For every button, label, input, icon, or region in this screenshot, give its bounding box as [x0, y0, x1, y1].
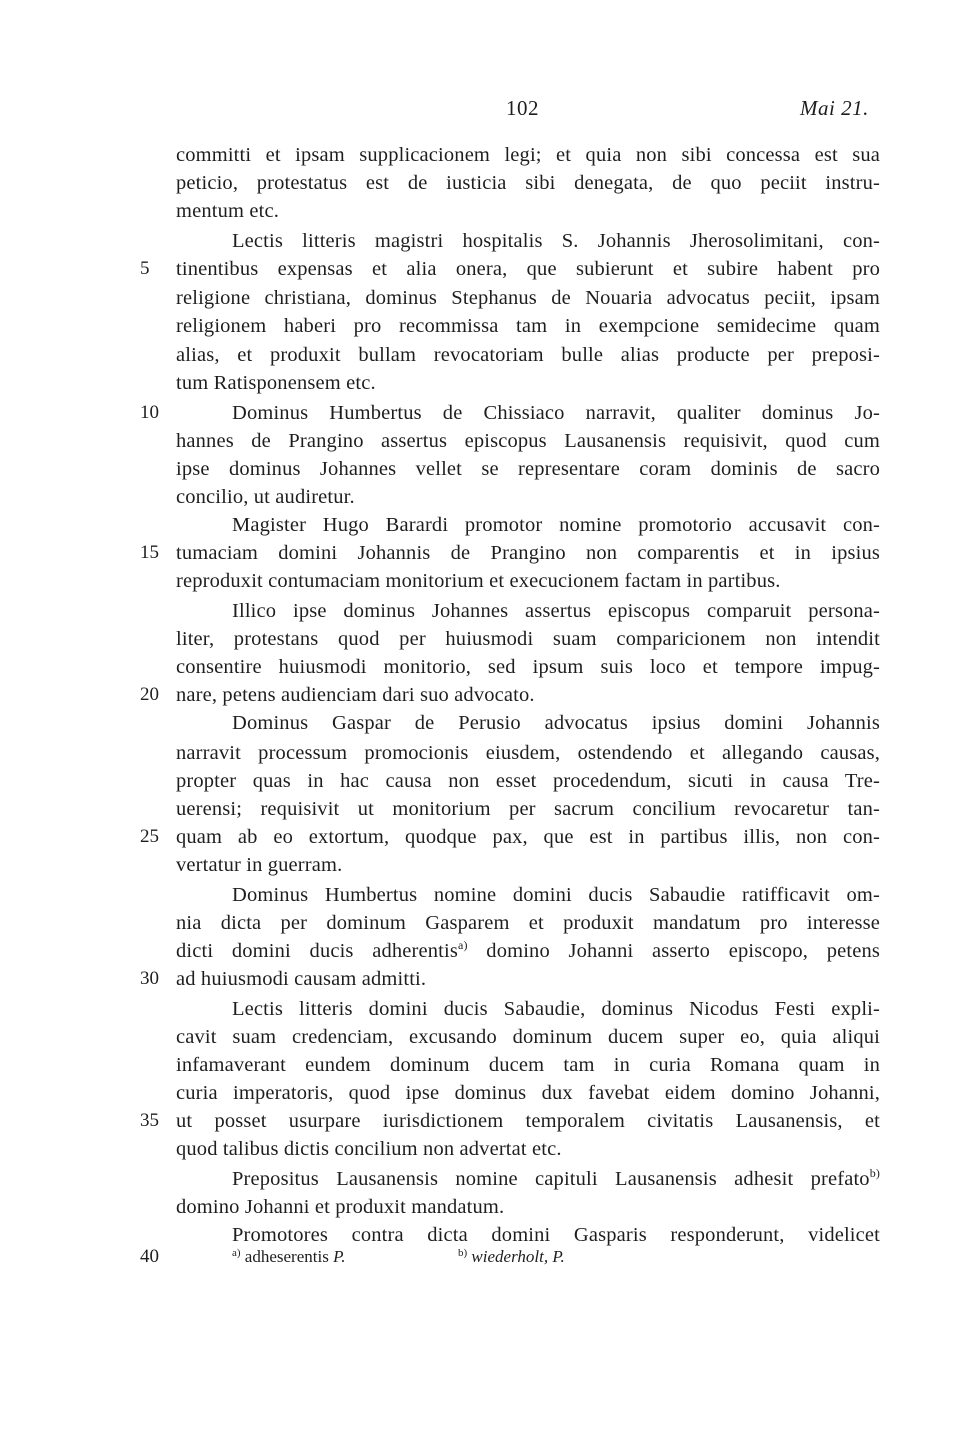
- line-text: vertatur in guerram.: [176, 854, 343, 876]
- text-line: [232, 400, 880, 426]
- line-text: propter quas in hac causa non esset procedendum, sicuti in causa Tre-: [176, 770, 880, 792]
- footnote-a-siglum: P.: [333, 1247, 346, 1266]
- text-line: [232, 512, 880, 538]
- line-text: infamaverant eundem dominum ducem tam in curia Romana quam in: [176, 1054, 880, 1076]
- footnote-a-text: adheserentis: [240, 1247, 334, 1266]
- line-text: mentum etc.: [176, 200, 279, 222]
- line-text: Dominus Humbertus nomine domini ducis Sabaudie ratifficavit om-: [232, 884, 880, 906]
- line-text: Dominus Humbertus de Chissiaco narravit, qualiter dominus Jo-: [232, 402, 880, 424]
- line-text: consentire huiusmodi monitorio, sed ipsum suis loco et tempore impug-: [176, 656, 880, 678]
- text-line: [176, 142, 880, 168]
- text-line: [176, 285, 880, 311]
- text-line: [176, 1024, 880, 1050]
- text-line: [176, 1052, 880, 1078]
- line-text: Dominus Gaspar de Perusio advocatus ipsius domini Johannis: [232, 712, 880, 734]
- text-line: [176, 626, 880, 652]
- line-text: curia imperatoris, quod ipse dominus dux favebat eidem domino Johanni,: [176, 1082, 880, 1104]
- text-line: [176, 740, 880, 766]
- text-line: [176, 852, 880, 878]
- text-line: [176, 456, 880, 482]
- line-text: alias, et produxit bullam revocatoriam bulle alias producte per preposi-: [176, 344, 880, 366]
- text-line: [176, 938, 880, 964]
- line-number: 35: [140, 1110, 159, 1131]
- line-text: tinentibus expensas et alia onera, que subierunt et subire habent pro: [176, 258, 880, 280]
- text-line: [176, 654, 880, 680]
- line-text: committi et ipsam supplicacionem legi; et quia non sibi concessa est sua: [176, 144, 880, 166]
- line-text: peticio, protestatus est de iusticia sibi denegata, de quo peciit instru-: [176, 172, 880, 194]
- text-line: [176, 568, 880, 594]
- line-number: 25: [140, 826, 159, 847]
- running-head: Mai 21.: [800, 96, 869, 120]
- text-line: [176, 484, 880, 510]
- line-text: liter, protestans quod per huiusmodi suam comparicionem non intendit: [176, 628, 880, 650]
- line-text: quam ab eo extortum, quodque pax, que est in partibus illis, non con-: [176, 826, 880, 848]
- line-text: quod talibus dictis concilium non advertat etc.: [176, 1138, 562, 1160]
- line-text: Prepositus Lausanensis nomine capituli Lausanensis adhesit prefato: [232, 1168, 870, 1190]
- line-number: 15: [140, 542, 159, 563]
- footnote-marker: a): [458, 938, 468, 952]
- line-text: ipse dominus Johannes vellet se representare coram dominis de sacro: [176, 458, 880, 480]
- line-text: narravit processum promocionis eiusdem, ostendendo et allegando causas,: [176, 742, 880, 764]
- text-line: [232, 710, 880, 736]
- text-line: [176, 796, 880, 822]
- line-text: Illico ipse dominus Johannes assertus episcopus comparuit persona-: [232, 600, 880, 622]
- text-line: [176, 1136, 880, 1162]
- text-line: [176, 1108, 880, 1134]
- line-text: reproduxit contumaciam monitorium et execucionem factam in partibus.: [176, 570, 781, 592]
- footnote-a-marker: a): [232, 1247, 241, 1259]
- footnote-b-marker: b): [458, 1247, 468, 1259]
- line-text: Lectis litteris domini ducis Sabaudie, dominus Nicodus Festi expli-: [232, 998, 880, 1020]
- line-text: religione christiana, dominus Stephanus de Nouaria advocatus peciit, ipsam: [176, 287, 880, 309]
- line-text: cavit suam credenciam, excusando dominum ducem super eo, quia aliqui: [176, 1026, 880, 1048]
- text-line: [176, 256, 880, 282]
- line-number: 30: [140, 968, 159, 989]
- footnotes: [140, 1244, 880, 1270]
- text-line: [176, 342, 880, 368]
- line-text: domino Johanni et produxit mandatum.: [176, 1196, 505, 1218]
- line-text-continued: domino Johanni asserto episcopo, petens: [467, 940, 880, 962]
- line-number: 5: [140, 258, 150, 279]
- text-line: [176, 370, 880, 396]
- line-text: dicti domini ducis adherentis: [176, 940, 458, 962]
- text-line: [232, 598, 880, 624]
- text-line: [176, 1194, 880, 1220]
- text-line: [176, 768, 880, 794]
- text-line: [176, 824, 880, 850]
- page-number: 102: [506, 96, 539, 120]
- line-number: 10: [140, 402, 159, 423]
- text-line: [176, 1080, 880, 1106]
- text-line: [176, 313, 880, 339]
- footnote-a: [232, 1244, 346, 1272]
- text-line: [176, 682, 880, 708]
- text-line: [176, 428, 880, 454]
- line-text: Lectis litteris magistri hospitalis S. Johannis Jherosolimitani, con-: [232, 230, 880, 252]
- text-line: [176, 170, 880, 196]
- line-text: Promotores contra dicta domini Gasparis responderunt, videlicet: [232, 1224, 880, 1246]
- text-line: [176, 540, 880, 566]
- text-line: [232, 1166, 880, 1192]
- text-line: [176, 910, 880, 936]
- line-text: tumaciam domini Johannis de Prangino non comparentis et in ipsius: [176, 542, 880, 564]
- line-text: tum Ratisponensem etc.: [176, 372, 376, 394]
- text-line: [176, 966, 880, 992]
- line-text: nare, petens audienciam dari suo advocato.: [176, 684, 535, 706]
- line-number: 20: [140, 684, 159, 705]
- line-text: concilio, ut audiretur.: [176, 486, 355, 508]
- text-line: [232, 228, 880, 254]
- line-text: Magister Hugo Barardi promotor nomine promotorio accusavit con-: [232, 514, 880, 536]
- footnote-b-text: wiederholt, P.: [467, 1247, 565, 1266]
- line-text: uerensi; requisivit ut monitorium per sacrum concilium revocaretur tan-: [176, 798, 880, 820]
- text-line: [232, 996, 880, 1022]
- line-text: hannes de Prangino assertus episcopus Lausanensis requisivit, quod cum: [176, 430, 880, 452]
- footnote-b: [458, 1244, 565, 1272]
- text-line: [232, 882, 880, 908]
- text-line: [176, 198, 880, 224]
- footnote-line-number: 40: [140, 1246, 159, 1267]
- line-text: ut posset usurpare iurisdictionem temporalem civitatis Lausanensis, et: [176, 1110, 880, 1132]
- footnote-marker: b): [869, 1166, 880, 1180]
- line-text: ad huiusmodi causam admitti.: [176, 968, 427, 990]
- line-text: religionem haberi pro recommissa tam in exempcione semidecime quam: [176, 315, 880, 337]
- line-text: nia dicta per dominum Gasparem et produxit mandatum pro interesse: [176, 912, 880, 934]
